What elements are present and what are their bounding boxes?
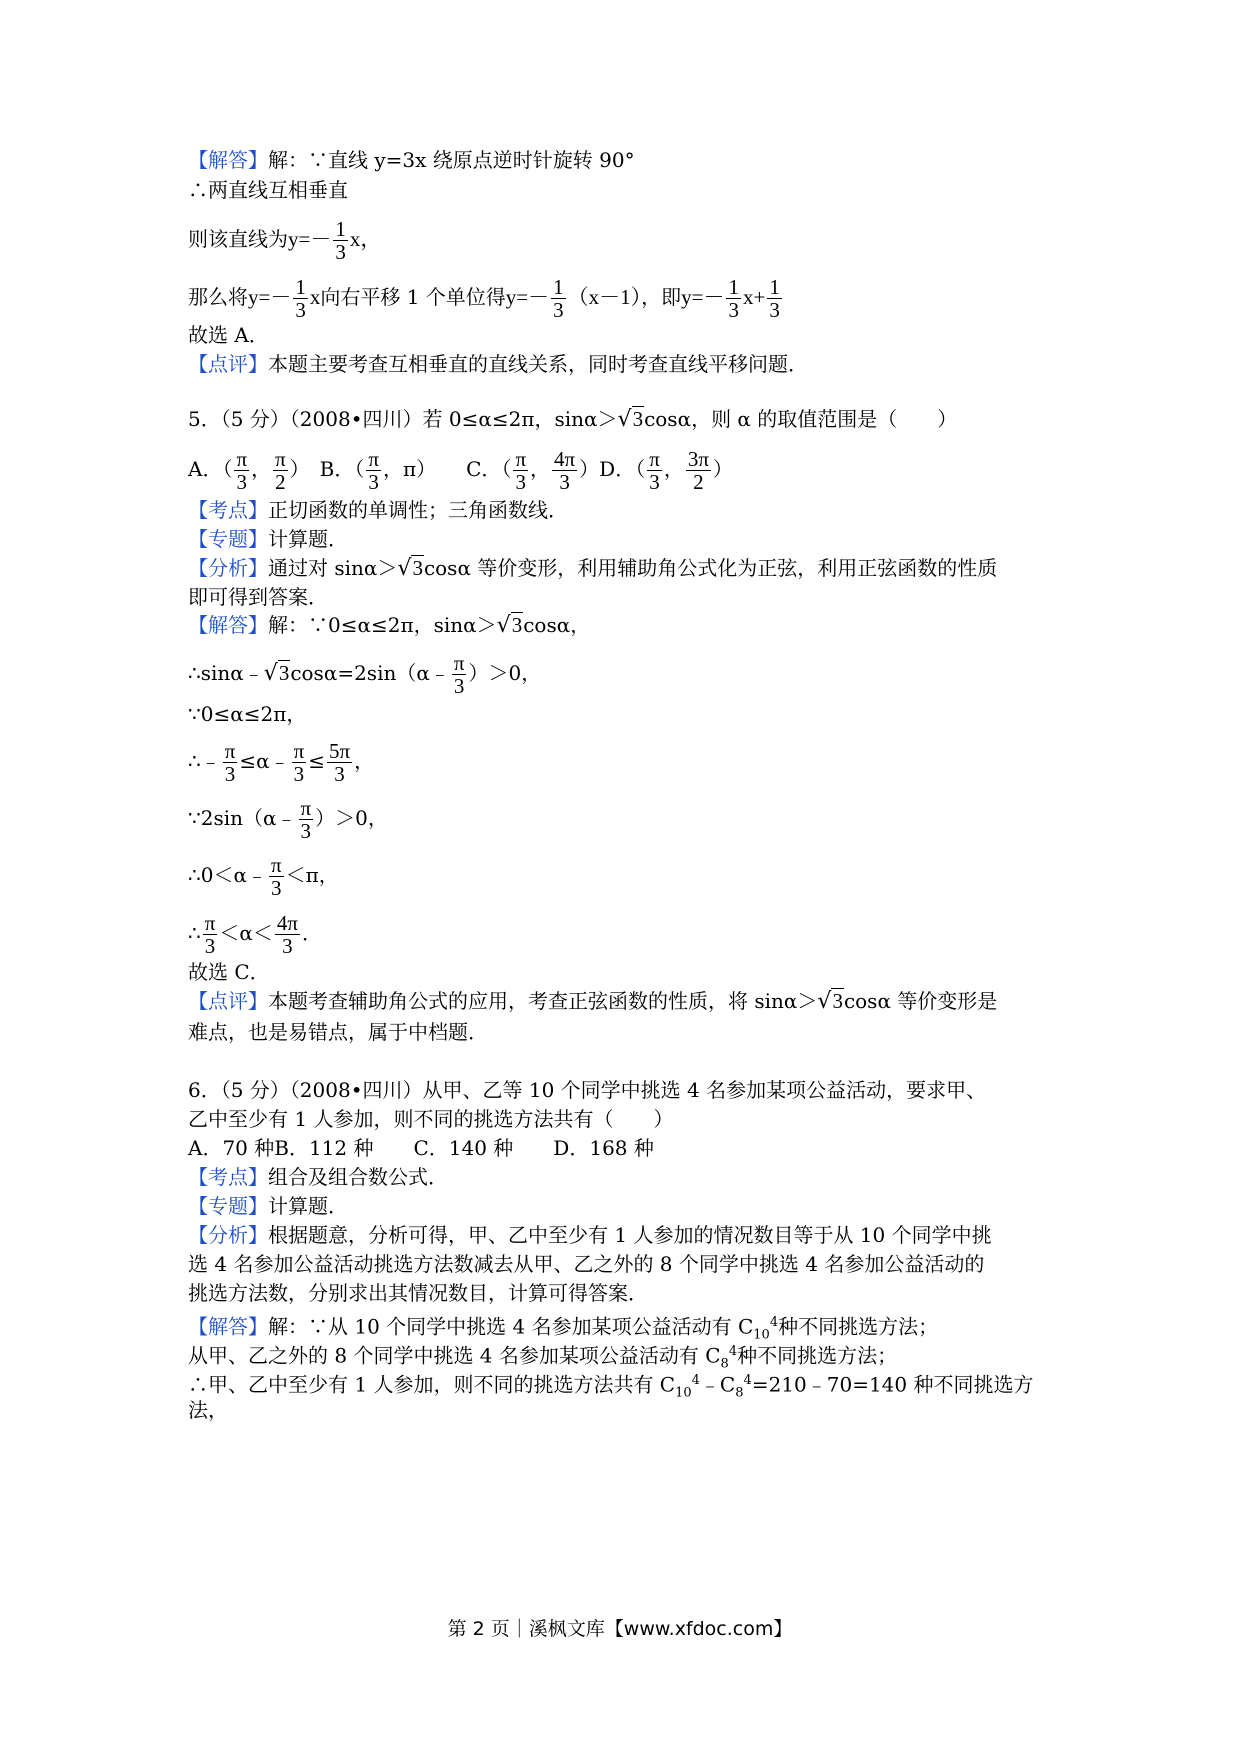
fraction: $\frac{5\pi}{3}$ — [328, 739, 351, 786]
q5-step-7: ∴ $\frac{\pi}{3}$ ＜α＜ $\frac{4\pi}{3}$ ． — [188, 911, 322, 958]
q6-topic: 【考点】组合及组合数公式． — [188, 1165, 448, 1189]
fraction: $\frac{\pi}{3}$ — [453, 651, 465, 698]
q5-step-5: ∵2sin（α﹣ $\frac{\pi}{3}$ ）＞0， — [188, 796, 388, 843]
analysis-tag: 【分析】 — [188, 556, 268, 580]
fraction: $\frac{3\pi}{2}$ — [687, 447, 709, 494]
fraction: $\frac{1}{3}$ — [553, 275, 564, 322]
q5-topic: 【考点】正切函数的单调性；三角函数线． — [188, 498, 568, 522]
q6-question-cont: 乙中至少有 1 人参加，则不同的挑选方法共有（ ） — [188, 1107, 674, 1131]
q6-step-4: 法， — [188, 1398, 228, 1422]
q5-step-4: ∴﹣ $\frac{\pi}{3}$ ≤α﹣ $\frac{\pi}{3}$ ≤ $\frac{5\pi}{3}$ ， — [188, 739, 375, 786]
q6-step-3: ∴甲、乙中至少有 1 人参加，则不同的挑选方法共有 $C_{10}^4﹣C_8^4=210﹣70=140$ 种不同挑选方 — [188, 1372, 1034, 1401]
q5-choose: 故选 C． — [188, 960, 270, 984]
q5-special: 【专题】计算题． — [188, 527, 348, 551]
q5-question: 5．（5 分）（2008•四川）若 0≤α≤2π，sinα＞√3cosα，则 α 的取值范围是（ ） — [188, 407, 958, 432]
fraction: $\frac{1}{3}$ — [769, 275, 780, 322]
fraction: $\frac{\pi}{3}$ — [270, 853, 282, 900]
q4-line-perpendicular: ∴两直线互相垂直 — [188, 178, 348, 202]
q4-answer-line: 【解答】解：∵直线 y=3x 绕原点逆时针旋转 90° — [188, 148, 635, 172]
topic-tag: 【考点】 — [188, 1165, 268, 1189]
topic-tag: 【考点】 — [188, 498, 268, 522]
page-footer: 第 2 页｜溪枫文库【www.xfdoc.com】 — [447, 1618, 793, 1640]
fraction: $\frac{4\pi}{3}$ — [276, 911, 298, 958]
q5-comment-cont: 难点，也是易错点，属于中档题． — [188, 1020, 488, 1044]
q4-line-equation: 则该直线为y=－ $\frac{1}{3}$ x， — [188, 217, 382, 264]
q4-line-shift: 那么将y=－ $\frac{1}{3}$ x向右平移 1 个单位得y=－ $\frac{1}{3}$ （x－1），即y=－ $\frac{1}{3}$ x+ $\frac{1}{3}$ — [188, 275, 780, 322]
q5-step-3: ∵0≤α≤2π， — [188, 702, 307, 726]
fraction: $\frac{1}{3}$ — [728, 275, 739, 322]
fraction: $\frac{\pi}{2}$ — [275, 447, 286, 494]
analysis-tag: 【分析】 — [188, 1223, 268, 1247]
special-tag: 【专题】 — [188, 1194, 268, 1218]
q5-step-2: ∴sinα﹣√3cosα=2sin（α﹣ $\frac{\pi}{3}$ ）＞0， — [188, 651, 542, 698]
q6-step-2: 从甲、乙之外的 8 个同学中挑选 4 名参加某项公益活动有 $C_8^4$种不同挑选方法； — [188, 1343, 898, 1372]
fraction: $\frac{1}{3}$ — [335, 217, 346, 264]
fraction: $\frac{\pi}{3}$ — [293, 739, 305, 786]
comment-tag: 【点评】 — [188, 352, 268, 376]
q5-options: A．（ $\frac{\pi}{3}$ ， $\frac{\pi}{2}$ ） B．（ $\frac{\pi}{3}$ ，π） C．（ $\frac{\pi}{3}$ ， $\frac{4\pi}{3}$ ）D．（ $\frac{\pi}{3}$ ， $\frac{3\pi}{2}$ ） — [188, 447, 733, 494]
q6-answer-line: 【解答】解：∵从 10 个同学中挑选 4 名参加某项公益活动有 $C_{10}^4$种不同挑选方法； — [188, 1314, 939, 1343]
fraction: $\frac{\pi}{3}$ — [368, 447, 379, 494]
answer-tag: 【解答】 — [188, 613, 268, 637]
answer-tag: 【解答】 — [188, 148, 268, 172]
fraction: $\frac{\pi}{3}$ — [224, 739, 236, 786]
fraction: $\frac{\pi}{3}$ — [204, 911, 216, 958]
fraction: $\frac{\pi}{3}$ — [649, 447, 660, 494]
q6-question: 6．（5 分）（2008•四川）从甲、乙等 10 个同学中挑选 4 名参加某项公益活动，要求甲、 — [188, 1078, 987, 1102]
q5-answer-line: 【解答】解：∵0≤α≤2π，sinα＞√3cosα， — [188, 613, 591, 638]
q5-analysis: 【分析】通过对 sinα＞√3cosα 等价变形，利用辅助角公式化为正弦，利用正弦函数的性质 — [188, 556, 998, 581]
comment-tag: 【点评】 — [188, 989, 268, 1013]
q6-special: 【专题】计算题． — [188, 1194, 348, 1218]
q4-comment: 【点评】本题主要考查互相垂直的直线关系，同时考查直线平移问题． — [188, 352, 808, 376]
special-tag: 【专题】 — [188, 527, 268, 551]
q5-analysis-cont: 即可得到答案． — [188, 585, 328, 609]
fraction: $\frac{\pi}{3}$ — [515, 447, 527, 494]
answer-tag: 【解答】 — [188, 1314, 268, 1339]
fraction: $\frac{\pi}{3}$ — [300, 796, 312, 843]
fraction: $\frac{\pi}{3}$ — [236, 447, 248, 494]
q4-choose: 故选 A． — [188, 323, 269, 347]
q6-analysis: 【分析】根据题意，分析可得，甲、乙中至少有 1 人参加的情况数目等于从 10 个同学中挑 — [188, 1223, 992, 1247]
q6-options: A．70 种B．112 种 C．140 种 D．168 种 — [188, 1136, 654, 1160]
fraction: $\frac{1}{3}$ — [295, 275, 306, 322]
fraction: $\frac{4\pi}{3}$ — [554, 447, 576, 494]
q6-analysis-cont-1: 选 4 名参加公益活动挑选方法数减去从甲、乙之外的 8 个同学中挑选 4 名参加公益活动的 — [188, 1252, 985, 1276]
q5-step-6: ∴0＜α﹣ $\frac{\pi}{3}$ ＜π， — [188, 853, 339, 900]
q6-analysis-cont-2: 挑选方法数，分别求出其情况数目，计算可得答案． — [188, 1281, 648, 1305]
q5-comment: 【点评】本题考查辅助角公式的应用，考查正弦函数的性质，将 sinα＞√3cosα 等价变形是 — [188, 989, 998, 1014]
